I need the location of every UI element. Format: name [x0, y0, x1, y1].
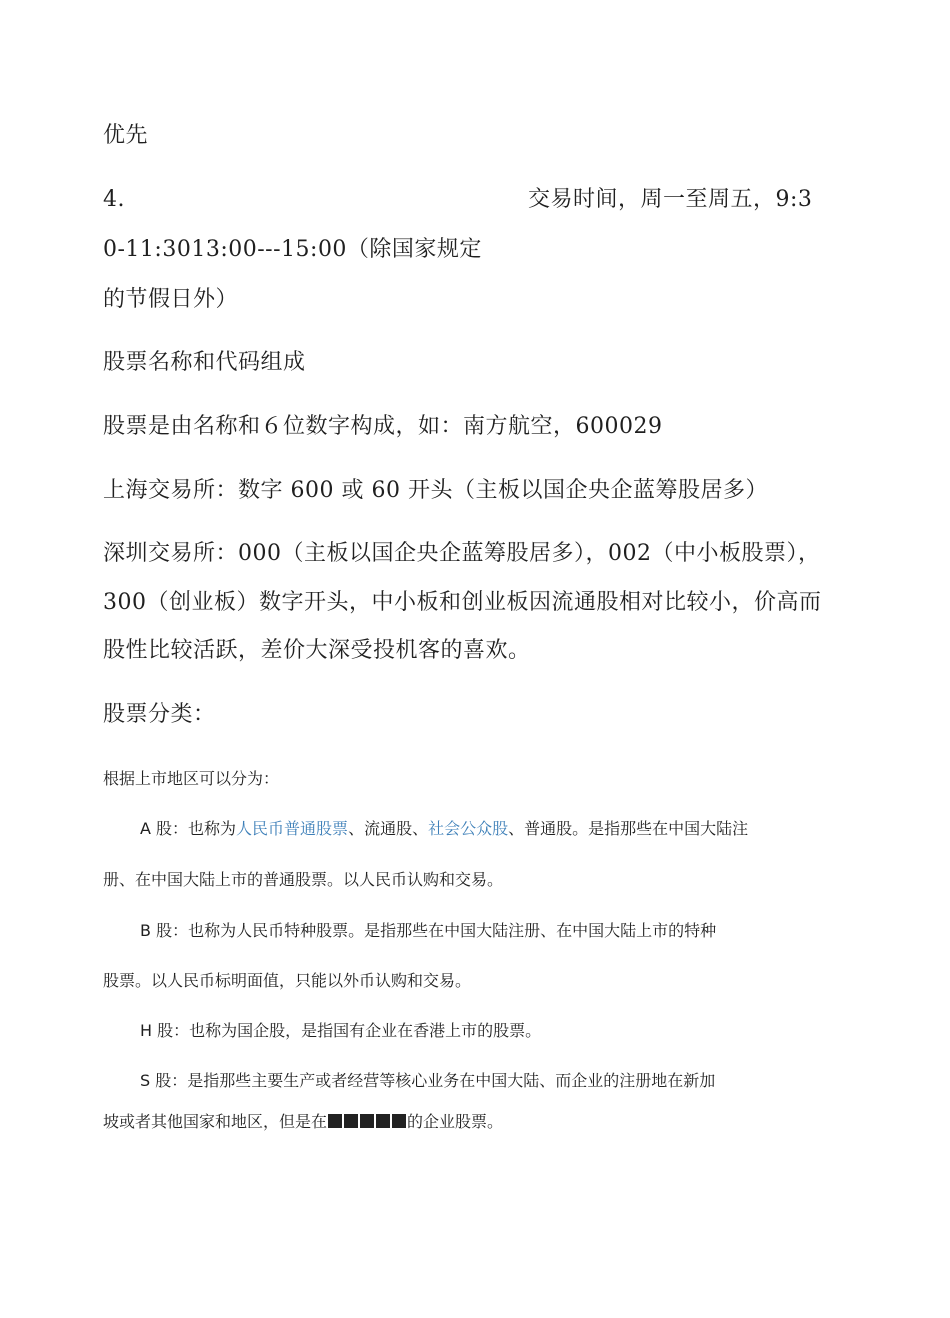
a-share-rest: 、普通股。是指那些在中国大陆注: [508, 819, 749, 838]
s-share-line2: [103, 1111, 503, 1133]
a-share-line1: [140, 818, 748, 840]
line-priority: 优先: [103, 123, 149, 148]
heading-classification: 股票分类：: [103, 702, 216, 727]
a-share-prefix: A 股：也称为: [140, 819, 237, 838]
item4-text-a: 交易时间，周一至周五，9:3: [528, 187, 813, 212]
redaction-square: [360, 1114, 374, 1128]
para-shenzhen-line1: 深圳交易所：000（主板以国企央企蓝筹股居多），002（中小板股票），: [103, 541, 821, 566]
a-share-sep: 、流通股、: [348, 819, 429, 838]
link-public-shares[interactable]: 社会公众股: [428, 819, 509, 838]
link-rmb-common-stock[interactable]: 人民币普通股票: [236, 819, 349, 838]
b-share-line2: 股票。以人民币标明面值，只能以外币认购和交易。: [103, 971, 472, 990]
para-shenzhen-line2: 300（创业板）数字开头，中小板和创业板因流通股相对比较小，价高而: [103, 590, 822, 615]
a-share-line2: 册、在中国大陆上市的普通股票。以人民币认购和交易。: [103, 870, 504, 889]
item4-number: 4.: [103, 187, 125, 212]
redaction-square: [392, 1114, 406, 1128]
s-share-prefix: 坡或者其他国家和地区，但是在: [103, 1112, 328, 1131]
redaction-block: [327, 1112, 407, 1131]
item4-text-b: 0-11:3013:00---15:00（除国家规定: [103, 237, 482, 262]
redaction-square: [376, 1114, 390, 1128]
redaction-square: [328, 1114, 342, 1128]
para-shenzhen-line3: 股性比较活跃，差价大深受投机客的喜欢。: [103, 638, 531, 663]
redaction-square: [344, 1114, 358, 1128]
b-share-line1: B 股：也称为人民币特种股票。是指那些在中国大陆注册、在中国大陆上市的特种: [140, 921, 717, 940]
h-share-line1: H 股：也称为国企股，是指国有企业在香港上市的股票。: [140, 1021, 542, 1040]
item4-text-c: 的节假日外）: [103, 287, 239, 312]
para-shanghai: 上海交易所：数字 600 或 60 开头（主板以国企央企蓝筹股居多）: [103, 478, 768, 503]
heading-name-code: 股票名称和代码组成: [103, 350, 306, 375]
s-share-suffix: 的企业股票。: [407, 1112, 504, 1131]
s-share-line1: S 股：是指那些主要生产或者经营等核心业务在中国大陆、而企业的注册地在新加: [140, 1071, 716, 1090]
para-composition: 股票是由名称和６位数字构成，如：南方航空，600029: [103, 414, 663, 439]
intro-region: 根据上市地区可以分为：: [103, 769, 280, 788]
